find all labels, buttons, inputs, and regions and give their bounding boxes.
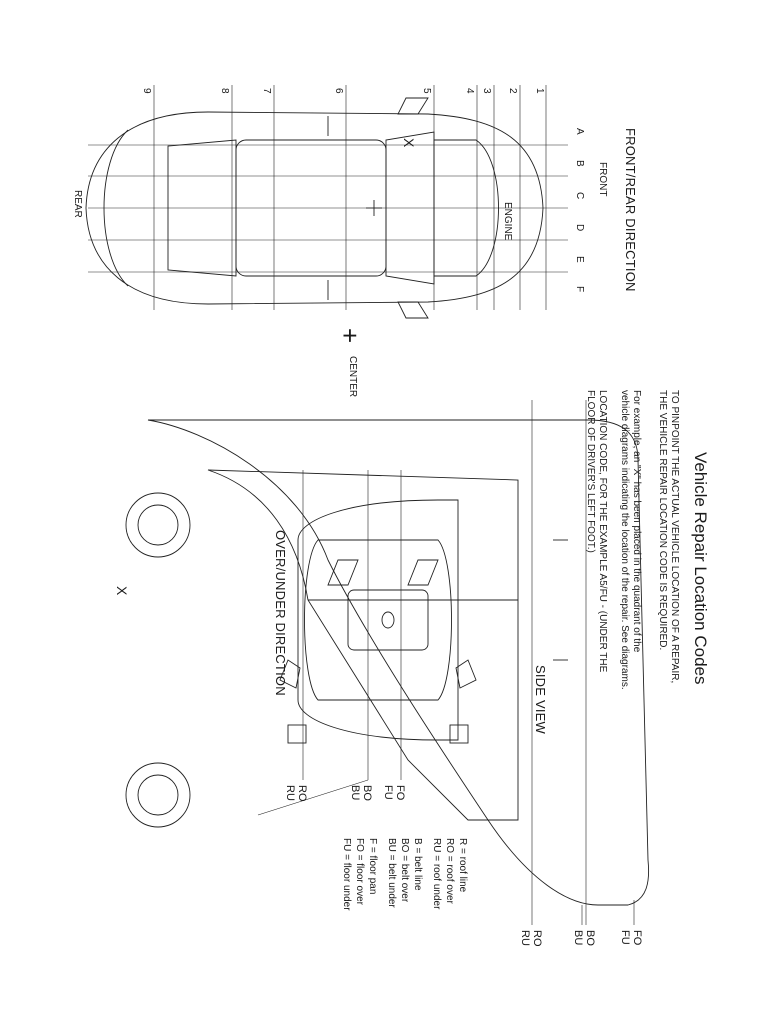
- example-line-1: For example, an "X" has been placed in the quadrant of the: [631, 390, 642, 653]
- row-label-5: 5: [421, 88, 432, 94]
- row-label-1: 1: [534, 88, 545, 94]
- front-left-headlight: [408, 560, 438, 585]
- engine-label: ENGINE: [502, 202, 513, 241]
- side-front-hub: [138, 505, 178, 545]
- side-body-outline: [148, 420, 649, 905]
- over-under-title: OVER/UNDER DIRECTION: [273, 530, 288, 696]
- rear-label: REAR: [72, 190, 83, 218]
- front-emblem: [382, 612, 394, 628]
- legend-r: R = roof line: [457, 838, 468, 893]
- column-label-a: A: [574, 128, 585, 135]
- front-label-bu: BU: [349, 785, 361, 801]
- top-view-x-mark: X: [401, 138, 417, 148]
- row-label-6: 6: [333, 88, 344, 94]
- front-view-car: [280, 470, 476, 780]
- front-label-fo: FO: [394, 785, 406, 801]
- front-windshield: [305, 540, 452, 700]
- front-right-headlight: [328, 560, 358, 585]
- location-line-1: LOCATION CODE, FOR THE EXAMPLE A5/FU - (UNDER THE: [597, 390, 608, 673]
- row-label-7: 7: [261, 88, 272, 94]
- center-label: CENTER: [347, 356, 358, 398]
- location-line-2: FLOOR OF DRIVER'S LEFT FOOT.): [585, 390, 596, 553]
- top-view-car: [86, 85, 568, 318]
- side-front-wheel: [126, 493, 190, 557]
- side-view-x-mark: X: [114, 586, 130, 596]
- legend-b: B = belt line: [412, 838, 423, 891]
- side-label-fu: FU: [619, 930, 631, 945]
- legend-ru: RU = roof under: [431, 838, 442, 910]
- side-view-title: SIDE VIEW: [533, 665, 548, 734]
- top-left-mirror: [398, 98, 428, 114]
- side-label-ro: RO: [531, 930, 543, 947]
- column-label-e: E: [574, 256, 585, 263]
- legend-f: F = floor pan: [367, 838, 378, 895]
- front-right-mirror: [280, 660, 300, 688]
- legend-ro: RO = roof over: [444, 838, 455, 904]
- column-label-c: C: [574, 192, 585, 200]
- row-label-8: 8: [219, 88, 230, 94]
- legend-fu: FU = floor under: [341, 838, 352, 911]
- front-label-bo: BO: [361, 785, 373, 801]
- legend-bu: BU = belt under: [386, 838, 397, 908]
- legend-bo: BO = belt over: [399, 838, 410, 903]
- side-view-car: [126, 400, 649, 925]
- side-label-fo: FO: [631, 930, 643, 946]
- column-label-b: B: [574, 160, 585, 167]
- row-label-2: 2: [507, 88, 518, 94]
- side-windows: [208, 470, 518, 820]
- row-label-3: 3: [481, 88, 492, 94]
- front-rear-title: FRONT/REAR DIRECTION: [623, 128, 638, 292]
- side-rear-hub: [138, 775, 178, 815]
- document-title: Vehicle Repair Location Codes: [691, 452, 710, 685]
- column-label-f: F: [574, 286, 585, 293]
- center-plus-icon: +: [335, 328, 365, 344]
- side-rear-wheel: [126, 763, 190, 827]
- front-label-ro: RO: [296, 785, 308, 802]
- front-left-mirror: [456, 660, 476, 688]
- side-label-bo: BO: [584, 930, 596, 946]
- front-label: FRONT: [597, 162, 608, 197]
- front-label-fu: FU: [382, 785, 394, 800]
- row-label-4: 4: [464, 88, 475, 94]
- top-right-mirror: [398, 302, 428, 318]
- front-label-ru: RU: [284, 785, 296, 801]
- side-antenna: [258, 780, 368, 815]
- row-label-9: 9: [141, 88, 152, 94]
- legend-fo: FO = floor over: [354, 838, 365, 905]
- column-label-d: D: [574, 224, 585, 232]
- front-body-outline: [298, 500, 458, 740]
- side-label-ru: RU: [519, 930, 531, 946]
- side-label-bu: BU: [572, 930, 584, 946]
- front-grille: [348, 590, 428, 650]
- intro-line-2: THE VEHICLE REPAIR LOCATION CODE IS REQUIRED.: [657, 390, 668, 651]
- example-line-2: vehicle diagrams indicating the location of the repair. See diagrams.: [619, 390, 630, 690]
- intro-line-1: TO PINPOINT THE ACTUAL VEHICLE LOCATION OF A REPAIR,: [669, 390, 680, 684]
